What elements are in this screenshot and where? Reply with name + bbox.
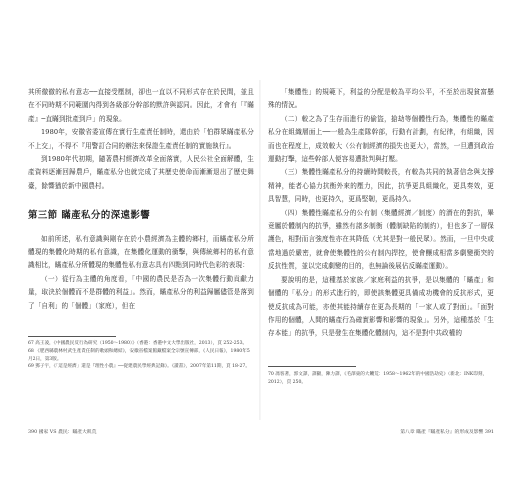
left-footnote-rule	[28, 336, 116, 337]
left-paragraph-1: 其所徹徹的私有意志──直接受壓制，卻也一直以不同形式存在於民間，並且在不同時期不同範圍內得到各級部分幹部的默許與認同。因此，才會有「『瞞產』─直瞞到批產到戶」的現象。	[28, 88, 254, 123]
left-paragraph-5: （一）從行為主體的角度看，「中國的農民是否為一次集體行動貢獻力量，取決於個體而不是群體的利益」。然而，瞞產私分的利益歸屬儘管是落到了「自利」的「個體」（家庭），但在	[28, 274, 254, 310]
footnote-67: 67 高王凌，《中國農民反行為研究（1950～1980）》（香港：香港中文大學出版社，2013），頁 252-253。	[28, 341, 248, 346]
right-paragraph-4: （四）集體性瞞產私分的公有制（集體經濟／制度）的潛在的對抗，畢竟屬於體制內的抗爭，雖然有諸多制衡（體制缺陷的制約），但也多了一層保護色，相對而言強度性亦在其降低（尤其是對一般民眾）。然而，一旦中央或當地過於嚴密，就會使集體性的公有制內捍控，使會釀成相當多劇變衝突的反抗性質，並以完成劇變的目的，也無論後展佔反瞞產運動）。	[268, 208, 494, 271]
left-paragraph-4: 如前所述，私有意識與剛存在於小農經濟為主體的鄉村，而瞞產私分所體現的集體化時期的私有意識，在集體化運動的衝擊，與傳統鄉村的私有意識相比，瞞產私分所體現的集體性私有意志具有四點到同時代色彩的表現：	[28, 234, 254, 270]
left-page-footer: 390 國家 VS 農民：瞞產大飢荒	[28, 430, 97, 435]
right-footnote-rule	[268, 366, 356, 367]
right-paragraph-2: （二）較之為了生存而進行的偷盜，搶劫等個體性行為，集體性的瞞產私分在組織層面上──一般為生產隊幹部，行動有計劃，有紀律，有組織，因而也在程度上，成效較大（公有制經濟的損失也更大），當然，一旦遭到政治運動打擊，這些幹部人便容易遭批判與打壓。	[268, 114, 494, 164]
right-paragraph-3: （三）集體性瞞產私分的持續時間較長，有較為共同的執著信念與支撐精神，能者心協力抗衡外來的壓力，因此，抗爭更具組織化，更具奏效，更具智慧，同時，也更持久，更爲堅韌，更爲持久。	[268, 168, 494, 204]
right-page-footer: 第八章 瞞產『瞞產私分』的形成及影響 391	[400, 430, 494, 435]
left-footnotes	[28, 340, 254, 371]
left-paragraph-3: 到1980年代初期，隨著農村經濟改革全面落實，人民公社全面解體，生產資料逐漸回歸農戶，瞞產私分也就完成了其歷史使命而漸漸退出了歷史舞臺，餘響猶於新中國農村。	[28, 155, 254, 190]
footnote-70: 70 馮客著，郭文譯，譯顯，陳力譯，《毛澤東的大饑荒：1958～1962年的中國浩劫史》（新北：INK印刻，2012），頁 250。	[268, 372, 488, 385]
right-paragraph-5: 要說明的是，這種基於家族／家庭利益的抗爭，是以集體的「瞞產」和個體的「私分」的形式進行的，即使該集體更具備成功機會的反抗形式，更使反抗成為可能，亦使其能持續存在更為長期的「一家人或了對面」。「面對作用的個體，人間的瞞產行為確實影響和影響的現象」。另外，這種基於「生存本能」的抗爭，只是發生在集體化體制內，這不是對中共政權的	[268, 275, 494, 338]
left-paragraph-2: 1980年，安徽省委宣傳在實行生產責任制時，還由於「怕群眾瞞產私分不上交」，不得不『用警訂合同的辦法來保證生產責任制的實施執行』。	[28, 128, 254, 150]
book-gutter	[259, 80, 261, 420]
footnote-68: 68 《肥西縣農林村武生產責任制的歌頭和總結》，安徽省檔案館藏檔案全宗號宣傳部，《人民日報》，1980年5月2日，第3版。	[28, 348, 250, 362]
right-paragraph-1: 「集體性」的規範下，利益的分配是較為平均公平，不至於出現貧富懸殊的情況。	[268, 88, 494, 110]
right-footnotes	[268, 371, 494, 387]
section-title: 第三節 瞞產私分的深遠影響	[28, 210, 151, 222]
footnote-69: 69 鄧子宇，《「這是經濟」還是『理性小農』──從建農民學經典記錄》。《讀書》，2007年第11期，頁 18-27。	[28, 364, 250, 370]
